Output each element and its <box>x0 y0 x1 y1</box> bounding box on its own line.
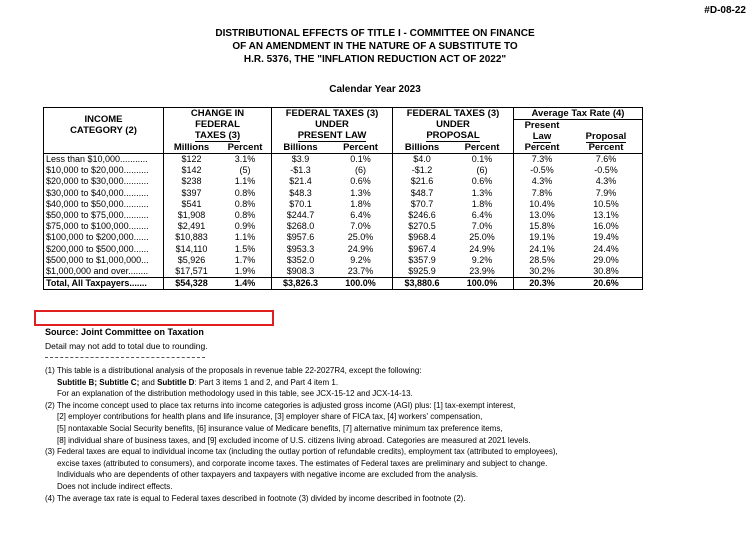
change-header-line-2: FEDERAL <box>195 119 240 130</box>
footnote-1-subtitle-b: Subtitle B; <box>57 377 97 387</box>
footnote-3-line-4: Does not include indirect effects. <box>57 481 173 491</box>
income-category-header <box>44 108 164 143</box>
cell: $397 <box>181 187 202 198</box>
sub-billions-proposal: Billions <box>404 142 440 153</box>
cell: 16.0% <box>570 221 643 232</box>
cell: 9.2% <box>329 255 393 266</box>
cell: 0.9% <box>219 221 272 232</box>
cell: 24.4% <box>570 244 643 255</box>
footnote-2-line-4: [8] individual share of business taxes, and [9] excluded income of U.S. citizens living abroad. Categories are measured at 2021 levels. <box>57 435 531 445</box>
source-line: Source: Joint Committee on Taxation <box>45 327 204 337</box>
cell: $14,110 <box>175 243 208 254</box>
footnote-1-subtitle-d: Subtitle D <box>157 377 195 387</box>
footnote-3-line-3: Individuals who are dependents of other taxpayers and taxpayers with negative income are excluded from the analysis. <box>57 470 479 480</box>
present-header-line-3: PRESENT LAW <box>297 130 367 141</box>
footnote-divider <box>45 357 205 358</box>
title-line-2: OF AN AMENDMENT IN THE NATURE OF A SUBSTITUTE TO <box>232 41 518 52</box>
cell: $953.3 <box>286 243 315 254</box>
footnote-2-line-2: [2] employer contributions for health plans and life insurance, [3] employer share of FICA tax, [4] workers' compensation, <box>57 412 483 422</box>
cell: $357.9 <box>408 254 436 265</box>
cell: $10,883 <box>175 232 208 243</box>
cell: 7.8% <box>531 187 553 198</box>
row-category: $50,000 to $75,000.......... <box>44 210 164 221</box>
row-category: $75,000 to $100,000........ <box>44 221 164 232</box>
cell: 6.4% <box>451 210 514 221</box>
cell: 23.7% <box>329 266 393 278</box>
cell: -0.5% <box>530 165 554 176</box>
footnote-1-subtitle-c: Subtitle C; <box>99 377 140 387</box>
footnote-1: (1) This table is a distributional analysis of the proposals in revenue table 22-2027R4, except the following: <box>45 366 422 375</box>
cell: 10.5% <box>570 199 643 210</box>
present-law-rate-header-bottom <box>514 131 571 142</box>
cell: 4.3% <box>570 176 643 187</box>
total-highlight-box <box>34 310 274 326</box>
footnote-3: (3) Federal taxes are equal to individual income tax (including the outlay portion of refundable credits), employment tax (attributed to employees), <box>45 447 558 457</box>
cell: 7.9% <box>570 188 643 199</box>
cell: 7.3% <box>531 154 553 165</box>
cell: $3.9 <box>291 154 310 165</box>
proposal-taxes-header <box>393 108 514 143</box>
cell: $968.4 <box>408 232 436 243</box>
present-law-taxes-header <box>272 108 393 143</box>
total-label: Total, All Taxpayers....... <box>44 278 164 290</box>
table-row <box>44 244 643 255</box>
table-row <box>44 255 643 266</box>
proposal-rate-spacer <box>570 120 643 132</box>
cell: 0.6% <box>451 176 514 187</box>
footnote-3-line-2: excise taxes (attributed to consumers), and corporate income taxes. The estimates of Federal taxes are preliminary and subject to change. <box>57 458 548 468</box>
cell: $17,571 <box>175 265 208 276</box>
sub-billions-present: Billions <box>283 142 318 153</box>
table-row <box>44 266 643 278</box>
row-category: $200,000 to $500,000...... <box>44 244 164 255</box>
cell: $21.4 <box>289 176 312 187</box>
total-cell: 100.0% <box>329 278 393 290</box>
cell: 25.0% <box>451 232 514 243</box>
total-cell: $3,826.3 <box>272 278 330 290</box>
cell: $925.9 <box>408 265 436 276</box>
total-cell: 100.0% <box>451 278 514 290</box>
proposal-rate-header <box>570 131 643 142</box>
row-category: $10,000 to $20,000.......... <box>44 165 164 176</box>
cell: $142 <box>181 165 202 176</box>
cell: 30.8% <box>570 266 643 278</box>
cell: 6.4% <box>329 210 393 221</box>
sub-percent-change: Percent <box>219 142 272 154</box>
total-row <box>44 278 643 290</box>
table-row <box>44 154 643 166</box>
cell: (5) <box>219 165 272 176</box>
cell: $21.6 <box>410 176 434 187</box>
sub-percent-rate-present: Percent <box>524 142 560 153</box>
table-row <box>44 176 643 187</box>
row-category: $40,000 to $50,000.......... <box>44 199 164 210</box>
proposal-header-line-1: FEDERAL TAXES (3) <box>406 108 500 119</box>
rounding-note: Detail may not add to total due to rounding. <box>45 341 208 351</box>
cell: $967.4 <box>408 243 436 254</box>
cell: $48.7 <box>410 187 434 198</box>
cell: 0.8% <box>219 210 272 221</box>
calendar-year: Calendar Year 2023 <box>329 84 421 95</box>
cell: $48.3 <box>289 187 312 198</box>
cell: 13.1% <box>570 210 643 221</box>
proposal-rate-label: Proposal <box>585 131 627 142</box>
title-line-1: DISTRIBUTIONAL EFFECTS OF TITLE I - COMMITTEE ON FINANCE <box>215 28 535 39</box>
cell: 24.9% <box>329 244 393 255</box>
document-id: #D-08-22 <box>704 5 746 16</box>
total-cell: $54,328 <box>164 278 220 290</box>
cell: $957.6 <box>286 232 315 243</box>
row-category: $30,000 to $40,000.......... <box>44 188 164 199</box>
cell: $70.7 <box>410 198 434 209</box>
cell: -0.5% <box>570 165 643 176</box>
total-cell: 20.3% <box>514 278 571 290</box>
cell: $2,491 <box>177 221 206 232</box>
cell: 1.5% <box>219 244 272 255</box>
cell: 0.1% <box>329 154 393 166</box>
cell: 10.4% <box>529 198 555 209</box>
table-row <box>44 199 643 210</box>
present-header-line-2: UNDER <box>315 119 349 130</box>
cell: 0.6% <box>329 176 393 187</box>
cell: $5,926 <box>177 254 206 265</box>
sub-percent-present: Percent <box>329 142 393 154</box>
footnote-2-line-3: [5] nontaxable Social Security benefits, [6] insurance value of Medicare benefits, [7] alternative minimum tax preference items, <box>57 423 503 433</box>
title-line-3: H.R. 5376, THE "INFLATION REDUCTION ACT OF 2022" <box>243 54 507 65</box>
cell: $244.7 <box>286 210 315 221</box>
cell: 29.0% <box>570 255 643 266</box>
cell: 30.2% <box>529 265 555 276</box>
cell: 1.1% <box>219 176 272 187</box>
cell: 0.1% <box>451 154 514 166</box>
cell: $541 <box>181 198 202 209</box>
cell: $352.0 <box>286 254 315 265</box>
proposal-header-line-3: PROPOSAL <box>426 130 480 141</box>
footnote-4: (4) The average tax rate is equal to Federal taxes described in footnote (3) divided by income described in footnote (2). <box>45 493 466 503</box>
footnotes <box>45 365 735 504</box>
cell: 15.8% <box>529 221 555 232</box>
average-tax-rate-header: Average Tax Rate (4) <box>514 108 643 120</box>
cell: $238 <box>181 176 202 187</box>
footnote-2: (2) The income concept used to place tax returns into income categories is adjusted gross income (AGI) plus: [1] tax-exempt interest, <box>45 400 516 410</box>
cell: 4.3% <box>531 176 553 187</box>
row-category: $100,000 to $200,000...... <box>44 232 164 243</box>
cell: 1.8% <box>451 199 514 210</box>
cell: 24.9% <box>451 244 514 255</box>
cell: 7.0% <box>451 221 514 232</box>
cell: $246.6 <box>408 210 436 221</box>
change-header-line-3: TAXES (3) <box>194 130 241 141</box>
cell: 1.7% <box>219 255 272 266</box>
total-cell: 1.4% <box>219 278 272 290</box>
cell: $908.3 <box>286 265 315 276</box>
sub-percent-rate-proposal: Percent <box>570 142 643 154</box>
footnote-1-methodology: For an explanation of the distribution methodology used in this table, see JCX-15-12 and JCX-14-13. <box>57 389 413 399</box>
cell: 7.6% <box>570 154 643 166</box>
row-category: $20,000 to $30,000.......... <box>44 176 164 187</box>
footnote-1-parts: : Part 3 items 1 and 2, and Part 4 item 1. <box>194 377 339 387</box>
change-in-taxes-header <box>164 108 272 143</box>
category-sub-spacer <box>44 142 164 154</box>
distribution-table <box>43 107 643 290</box>
cell: 28.5% <box>529 254 555 265</box>
total-cell: $3,880.6 <box>393 278 452 290</box>
cell: 1.9% <box>219 266 272 278</box>
cell: (6) <box>451 165 514 176</box>
cell: 0.8% <box>219 188 272 199</box>
cell: -$1.2 <box>411 165 433 176</box>
cell: $4.0 <box>413 154 431 165</box>
footnote-1-and: and <box>141 377 155 387</box>
row-category: $500,000 to $1,000,000... <box>44 255 164 266</box>
document-title <box>0 27 750 66</box>
cell: 1.1% <box>219 232 272 243</box>
cell: 1.3% <box>329 188 393 199</box>
cell: $122 <box>181 154 202 165</box>
table-row <box>44 165 643 176</box>
cell: 13.0% <box>529 210 555 221</box>
cell: -$1.3 <box>290 165 311 176</box>
table-row <box>44 232 643 243</box>
present-law-rate-header-top: Present <box>524 120 560 131</box>
cell: 1.8% <box>329 199 393 210</box>
table-row <box>44 221 643 232</box>
cell: 0.8% <box>219 199 272 210</box>
cell: 25.0% <box>329 232 393 243</box>
cell: (6) <box>329 165 393 176</box>
cell: 19.4% <box>570 232 643 243</box>
present-header-line-1: FEDERAL TAXES (3) <box>285 108 379 119</box>
cell: $270.5 <box>408 221 436 232</box>
cell: 24.1% <box>529 243 555 254</box>
row-category: $1,000,000 and over........ <box>44 266 164 278</box>
total-cell: 20.6% <box>570 278 643 290</box>
footnote-1-exceptions <box>45 377 735 389</box>
table-row <box>44 210 643 221</box>
table-row <box>44 188 643 199</box>
present-law-rate-label: Law <box>532 131 552 142</box>
income-category-header-line-2: CATEGORY (2) <box>70 125 137 136</box>
cell: 23.9% <box>451 266 514 278</box>
income-category-header-line-1: INCOME <box>84 114 123 125</box>
cell: 7.0% <box>329 221 393 232</box>
cell: $1,908 <box>177 210 206 221</box>
sub-millions: Millions <box>173 142 210 153</box>
cell: $70.1 <box>289 198 312 209</box>
cell: 19.1% <box>529 232 555 243</box>
change-header-line-1: CHANGE IN <box>190 108 245 119</box>
cell: 9.2% <box>451 255 514 266</box>
cell: 3.1% <box>219 154 272 166</box>
cell: $268.0 <box>286 221 315 232</box>
cell: 1.3% <box>451 188 514 199</box>
row-category: Less than $10,000........... <box>44 154 164 166</box>
sub-percent-proposal: Percent <box>451 142 514 154</box>
proposal-header-line-2: UNDER <box>436 119 470 130</box>
